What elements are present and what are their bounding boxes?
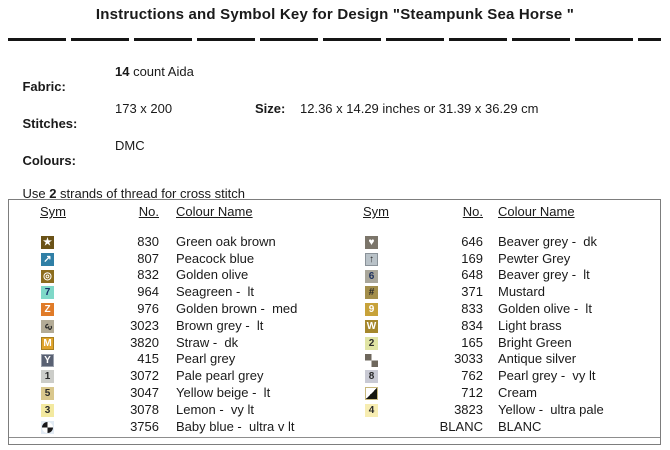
- header-name-left: Colour Name: [176, 204, 253, 219]
- dmc-number: 3047: [130, 385, 159, 401]
- digit-3-icon: 3: [41, 404, 54, 417]
- dmc-number: 3078: [130, 401, 159, 417]
- fabric-value: 14 count Aida: [115, 64, 194, 79]
- sym-cell: [9, 234, 69, 249]
- dmc-number: 646: [461, 233, 483, 249]
- colour-name: Straw - dk: [176, 334, 239, 350]
- dmc-number: 976: [137, 301, 159, 317]
- sym-cell: [357, 234, 391, 249]
- sym-cell: [9, 419, 69, 434]
- sym-cell: [9, 402, 69, 417]
- dmc-number: 964: [137, 284, 159, 300]
- diagonal-half-icon: [365, 387, 378, 400]
- header-no-right: No.: [462, 204, 483, 219]
- colour-name: Cream: [498, 385, 538, 401]
- dmc-number: 833: [461, 301, 483, 317]
- colour-name: Pewter Grey: [498, 250, 571, 266]
- header-sym-left: Sym: [40, 204, 66, 219]
- colour-name: Baby blue - ultra v lt: [176, 418, 295, 434]
- colour-name: Golden olive - lt: [498, 301, 592, 317]
- dmc-number: 169: [461, 250, 483, 266]
- key-rows: [9, 233, 660, 435]
- arrow-ne-icon: ↗: [41, 253, 54, 266]
- dmc-number: 3023: [130, 317, 159, 333]
- sym-cell: [9, 351, 69, 366]
- key-row: [9, 233, 660, 250]
- key-row: [9, 334, 660, 351]
- sym-cell: [357, 267, 391, 282]
- fabric-label: Fabric:: [22, 79, 66, 94]
- colours-value: DMC: [115, 138, 145, 153]
- colour-name: Yellow beige - lt: [176, 385, 271, 401]
- digit-9-icon: 9: [365, 303, 378, 316]
- key-row: [9, 300, 660, 317]
- sym-cell: [357, 419, 391, 434]
- star-icon: ★: [41, 236, 54, 249]
- letter-z-icon: Z: [41, 303, 54, 316]
- dmc-number: BLANC: [439, 418, 483, 434]
- colour-name: Beaver grey - lt: [498, 267, 590, 283]
- sym-cell: [9, 385, 69, 400]
- title-divider: [8, 38, 661, 41]
- digit-8-icon: 8: [365, 370, 378, 383]
- colour-name: Light brass: [498, 317, 562, 333]
- dmc-number: 3820: [130, 334, 159, 350]
- key-row: [9, 367, 660, 384]
- sym-cell: [9, 251, 69, 266]
- colour-name: Bright Green: [498, 334, 572, 350]
- colour-name: Beaver grey - dk: [498, 233, 597, 249]
- target-icon: ◎: [41, 270, 54, 283]
- table-bottom-rule: [9, 437, 660, 438]
- dmc-number: 648: [461, 267, 483, 283]
- sym-cell: [357, 351, 391, 366]
- strands-note: Use 2 strands of thread for cross stitch: [22, 186, 245, 201]
- dmc-number: 830: [137, 233, 159, 249]
- digit-1-icon: 1: [41, 370, 54, 383]
- header-name-right: Colour Name: [498, 204, 575, 219]
- colour-name: Golden olive: [176, 267, 249, 283]
- colour-name: Brown grey - lt: [176, 317, 264, 333]
- letter-w-icon: W: [366, 320, 377, 332]
- digit-5-icon: 5: [41, 387, 54, 400]
- sym-cell: [9, 267, 69, 282]
- letter-m-icon: M: [41, 337, 54, 350]
- stitches-value: 173 x 200: [115, 101, 173, 116]
- colour-name: Antique silver: [498, 351, 577, 367]
- key-row: [9, 267, 660, 284]
- checker-icon: [365, 354, 378, 367]
- digit-6-icon: 6: [365, 270, 378, 283]
- sym-cell: [357, 284, 391, 299]
- colour-name: Lemon - vy lt: [176, 401, 255, 417]
- size-label: Size:: [255, 101, 286, 116]
- sym-cell: [357, 368, 391, 383]
- key-row: [9, 317, 660, 334]
- dmc-number: 3033: [454, 351, 483, 367]
- key-row: [9, 384, 660, 401]
- key-row: [9, 283, 660, 300]
- digit-7-icon: 7: [41, 286, 54, 299]
- dmc-number: 762: [461, 368, 483, 384]
- colour-name: Pale pearl grey: [176, 368, 264, 384]
- colour-name: Pearl grey - vy lt: [498, 368, 596, 384]
- colour-name: Golden brown - med: [176, 301, 298, 317]
- key-row: [9, 418, 660, 435]
- colour-name: Peacock blue: [176, 250, 255, 266]
- dmc-number: 832: [137, 267, 159, 283]
- rotated-3-icon: 3: [41, 321, 54, 332]
- dmc-number: 834: [461, 317, 483, 333]
- digit-2-icon: 2: [365, 337, 378, 350]
- sym-cell: [357, 335, 391, 350]
- sym-cell: [9, 335, 69, 350]
- sym-cell: [9, 301, 69, 316]
- quartered-circle-icon: [41, 421, 54, 434]
- dmc-number: 371: [461, 284, 483, 300]
- colour-name: Pearl grey: [176, 351, 236, 367]
- header-no-left: No.: [138, 204, 159, 219]
- colour-name: Seagreen - lt: [176, 284, 255, 300]
- key-row: [9, 351, 660, 368]
- digit-4-icon: 4: [365, 404, 378, 417]
- sym-cell: [357, 301, 391, 316]
- colour-name: Yellow - ultra pale: [498, 401, 604, 417]
- hash-icon: #: [365, 286, 378, 299]
- sym-cell: [357, 402, 391, 417]
- dmc-number: 3823: [454, 401, 483, 417]
- sym-cell: [357, 318, 391, 333]
- symbol-key-table: [8, 199, 661, 445]
- size-value: 12.36 x 14.29 inches or 31.39 x 36.29 cm: [300, 101, 539, 116]
- sym-cell: [9, 284, 69, 299]
- key-header-row: [9, 203, 660, 220]
- key-row: [9, 250, 660, 267]
- dmc-number: 807: [137, 250, 159, 266]
- colour-name: Mustard: [498, 284, 545, 300]
- heart-icon: ♥: [365, 236, 378, 249]
- colour-name: BLANC: [498, 418, 542, 434]
- sym-cell: [9, 318, 69, 333]
- dmc-number: 415: [137, 351, 159, 367]
- sym-cell: [9, 368, 69, 383]
- stitches-label: Stitches:: [22, 116, 78, 131]
- arrow-up-icon: ↑: [365, 253, 378, 266]
- colours-label: Colours:: [22, 153, 76, 168]
- key-row: [9, 401, 660, 418]
- dmc-number: 3756: [130, 418, 159, 434]
- header-sym-right: Sym: [363, 204, 389, 219]
- dmc-number: 3072: [130, 368, 159, 384]
- dmc-number: 165: [461, 334, 483, 350]
- letter-y-icon: Y: [41, 354, 54, 367]
- page-title: Instructions and Symbol Key for Design "Steampunk Sea Horse ": [95, 6, 575, 23]
- sym-cell: [357, 385, 391, 400]
- sym-cell: [357, 251, 391, 266]
- dmc-number: 712: [461, 385, 483, 401]
- colour-name: Green oak brown: [176, 233, 276, 249]
